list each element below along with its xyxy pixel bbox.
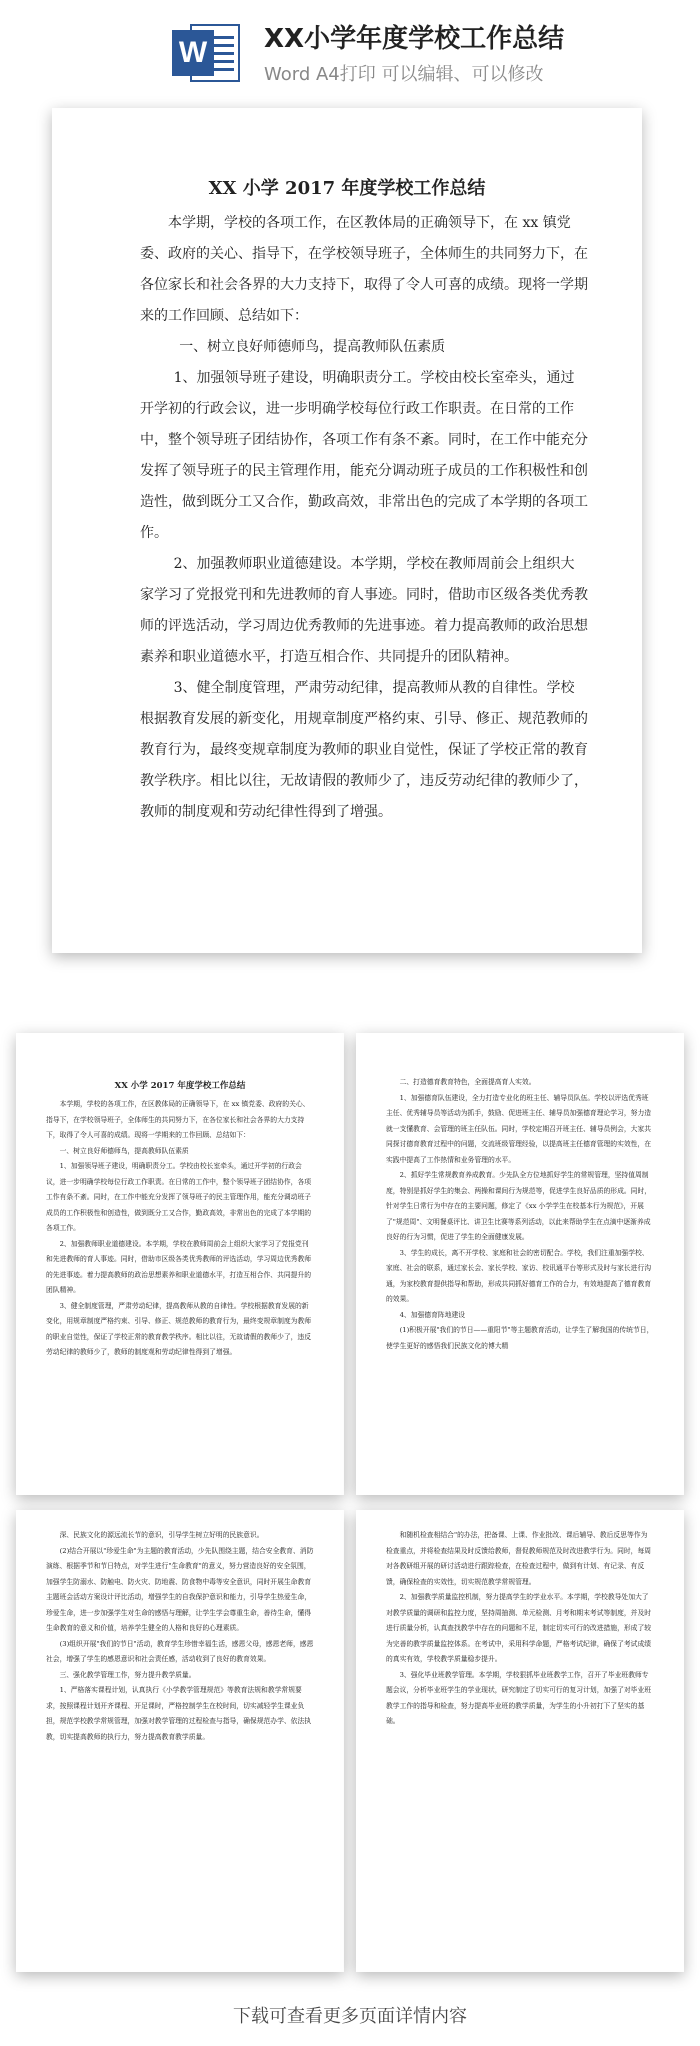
thumbnail-paragraph: 4、加强德育阵地建设 bbox=[399, 1310, 466, 1319]
thumbnail-paragraph: 三、强化教学管理工作，努力提升教学质量。 bbox=[59, 1670, 196, 1679]
thumbnail-paragraph: 和随机检查相结合"的办法，把备课、上课、作业批改、课后辅导、教后反思等作为检查重点，并将检查结果及时反馈给教师，督促教师规范及时改进教学行为。同时，每周对各教研组开展的研讨活动进行跟踪检查，在检查过程中，做到有计划、有记录、有反馈，确保检查的实效性，切实规范教学常规管理。 bbox=[386, 1531, 652, 1586]
thumbnail-body bbox=[16, 1510, 344, 1745]
paragraph-3: 3、健全制度管理，严肃劳动纪律，提高教师从教的自律性。学校根据教育发展的新变化，用规章制度严格约束、引导、修正、规范教师的教育行为，最终变规章制度为教师的职业自觉性，保证了学校正常的教育教学秩序。相比以往，无故请假的教师少了，违反劳动纪律的教师少了，教师的制度观和劳动纪律性得到了增强。 bbox=[140, 680, 588, 820]
paragraph-2: 2、加强教师职业道德建设。本学期，学校在教师周前会上组织大家学习了党报党刊和先进教师的育人事迹。同时，借助市区级各类优秀教师的评选活动，学习周边优秀教师的先进事迹。着力提高教师的政治思想素养和职业道德水平，打造互相合作、共同提升的团队精神。 bbox=[140, 556, 588, 665]
thumbnail-paragraph: 一、树立良好师德师鸟，提高教师队伍素质 bbox=[59, 1146, 189, 1155]
section-heading: 一、树立良好师德师鸟，提高教师队伍素质 bbox=[179, 339, 446, 355]
thumbnail-title: XX 小学 2017 年度学校工作总结 bbox=[114, 1081, 246, 1091]
thumbnail-paragraph: 本学期，学校的各项工作，在区教体局的正确领导下，在 xx 镇党委、政府的关心、指导下，在学校领导班子，全体师生的共同努力下，在各位家长和社会各界的大力支持下，取得了令人可喜的成绩。现将一学期来的工作回顾、总结如下： bbox=[46, 1100, 310, 1139]
thumbnail-paragraph: (1)积极开展"我们的节日——重阳节"等主题教育活动，让学生了解我国的传统节日，使学生更好的感悟我们民族文化的博大精 bbox=[386, 1326, 654, 1350]
thumbnail-paragraph: 二、打造德育教育特色，全面提高育人实效。 bbox=[399, 1078, 536, 1086]
thumbnail-body bbox=[356, 1033, 684, 1354]
page-thumbnail-1[interactable] bbox=[16, 1033, 344, 1495]
word-document-icon bbox=[172, 20, 242, 86]
paragraph-1: 1、加强领导班子建设，明确职责分工。学校由校长室牵头，通过开学初的行政会议，进一步明确学校每位行政工作职责。在日常的工作中，整个领导班子团结协作，各项工作有条不紊。同时，在工作中能充分发挥了领导班子的民主管理作用，能充分调动班子成员的工作积极性和创造性，做到既分工又合作，勤政高效，非常出色的完成了本学期的各项工作。 bbox=[140, 370, 588, 541]
thumbnail-paragraph: 3、健全制度管理，严肃劳动纪律，提高教师从教的自律性。学校根据教育发展的新变化，用规章制度严格约束、引导、修正、规范教师的教育行为，最终变规章制度为教师的职业自觉性，保证了学校正常的教育教学秩序。相比以往，无故请假的教师少了，违反劳动纪律的教师少了，教师的制度观和劳动纪律性得到了增强。 bbox=[46, 1301, 312, 1356]
thumbnail-body bbox=[356, 1510, 684, 1730]
thumbnail-body bbox=[16, 1091, 344, 1361]
thumbnail-paragraph: 1、加强领导班子建设，明确职责分工。学校由校长室牵头，通过开学初的行政会议，进一步明确学校每位行政工作职责。在日常的工作中，整个领导班子团结协作，各项工作有条不紊。同时，在工作中能充分发挥了领导班子的民主管理作用，能充分调动班子成员的工作积极性和创造性，做到既分工又合作，勤政高效，非常出色的完成了本学期的各项工作。 bbox=[46, 1162, 312, 1232]
header-subtitle: Word A4打印 可以编辑、可以修改 bbox=[264, 64, 544, 85]
document-title: XX 小学 2017 年度学校工作总结 bbox=[208, 178, 486, 199]
thumbnail-paragraph: 深、民族文化的源远流长节的意识，引导学生树立好明的民族意识。 bbox=[59, 1531, 264, 1539]
thumbnail-paragraph: 2、加强教学质量监控机制，努力提高学生的学业水平。本学期，学校教导处加大了对教学质量的调研和监控力度，坚持周抽测、单元检测、月考和期末考试等制度，并及时进行质量分析，认真查找教学中存在的问题和不足，制定切实可行的改进措施，形成了较为完善的教学质量监控体系。在考试中，采用科学命题，严格考试纪律，确保了考试成绩的真实有效，学校教学质量稳步提升。 bbox=[386, 1593, 652, 1663]
thumbnail-paragraph: 3、学生的成长，离不开学校、家庭和社会的密切配合。学校，我们注重加强学校、家庭、社会的联系，通过家长会、家长学校、家访、校讯通平台等形式及时与家长进行沟通，为家校教育提供指导和帮助，形成共同抓好德育工作的合力，有效地提高了德育教育的效果。 bbox=[386, 1248, 652, 1303]
page-thumbnail-2[interactable] bbox=[356, 1033, 684, 1495]
thumbnail-paragraph: (2)结合开展以"珍爱生命"为主题的教育活动，少先队围绕主题，结合安全教育、消防演练、根据季节和节日特点，对学生进行"生命教育"的意义，努力营造良好的安全氛围，加强学生防溺水、防触电、防火灾、防地震、防食物中毒等安全意识，同时开展生命教育主题班会活动方案设计评比活动，增强学生的自我保护意识和能力，引导学生热爱生命，珍爱生命，进一步加强学生对生命的感悟与理解，让学生学会尊重生命，善待生命，懂得生命教育的意义和价值，培养学生健全的人格和良好的心理素质。 bbox=[46, 1546, 314, 1632]
download-more-link[interactable]: 下载可查看更多页面详情内容 bbox=[233, 2006, 467, 2027]
header bbox=[0, 0, 700, 100]
thumbnail-paragraph: 2、加强教师职业道德建设。本学期，学校在教师周前会上组织大家学习了党报党刊和先进教师的育人事迹。同时，借助市区级各类优秀教师的评选活动，学习周边优秀教师的先进事迹。着力提高教师的政治思想素养和职业道德水平，打造互相合作、共同提升的团队精神。 bbox=[46, 1239, 312, 1294]
thumbnail-paragraph: 1、加强德育队伍建设，全力打造专业化的班主任、辅导员队伍。学校以评选优秀班主任、优秀辅导员等活动为抓手，鼓励、促进班主任、辅导员加强德育理论学习，努力造就一支懂教育、会管理的班主任队伍。同时，学校定期召开班主任、辅导员例会，大家共同探讨德育教育过程中的问题，交流班级管理经验，以提高班主任德育管理的实效性，在实践中提高了工作热情和业务管理的水平。 bbox=[386, 1093, 652, 1164]
word-logo-letter: W bbox=[172, 30, 214, 76]
intro-paragraph: 本学期，学校的各项工作，在区教体局的正确领导下，在 xx 镇党委、政府的关心、指导下，在学校领导班子，全体师生的共同努力下，在各位家长和社会各界的大力支持下，取得了令人可喜的成绩。现将一学期来的工作回顾、总结如下： bbox=[140, 215, 588, 324]
page-thumbnail-3[interactable] bbox=[16, 1510, 344, 1972]
main-page-preview bbox=[52, 108, 642, 953]
document-body bbox=[52, 200, 642, 828]
thumbnail-paragraph: 1、严格落实课程计划，认真执行《小学教学管理规范》等教育法规和教学常规要求，按照课程计划开齐课程、开足课时，严格控制学生在校时间，切实减轻学生课业负担，规范学校教学常规管理，加强对教学管理的过程检查与指导，确保规范办学、依法执教，切实提高教师的执行力，努力提高教育教学质量。 bbox=[46, 1686, 312, 1741]
thumbnail-paragraph: 3、强化毕业班教学管理。本学期，学校狠抓毕业班教学工作，召开了毕业班教师专题会议，分析毕业班学生的学业现状，研究制定了切实可行的复习计划，加强了对毕业班教学工作的指导和检查，努力提高毕业班的教学质量，为学生的小升初打下了坚实的基础。 bbox=[386, 1670, 652, 1725]
page-thumbnail-4[interactable] bbox=[356, 1510, 684, 1972]
thumbnail-paragraph: 2、抓好学生常规教育养成教育。少先队全方位地抓好学生的常规管理，坚持值周制度，特别是抓好学生的集会、两操和课间行为规范等，促进学生良好品质的形成。同时，针对学生日常行为中存在的主要问题，修定了《xx 小学学生在校基本行为规范》，开展了"规范周"、文明餐桌评比、讲卫生比赛等系列活动，以此来帮助学生在点滴中逐渐养成良好的行为习惯，促进了学生的全面健康发展。 bbox=[386, 1171, 652, 1241]
thumbnail-paragraph: (3)组织开展"我们的节日"活动，教育学生珍惜幸福生活，感恩父母，感恩老师，感恩社会，增强了学生的感恩意识和社会责任感，活动收到了良好的教育效果。 bbox=[46, 1639, 314, 1663]
header-title: XX小学年度学校工作总结 bbox=[264, 24, 565, 54]
